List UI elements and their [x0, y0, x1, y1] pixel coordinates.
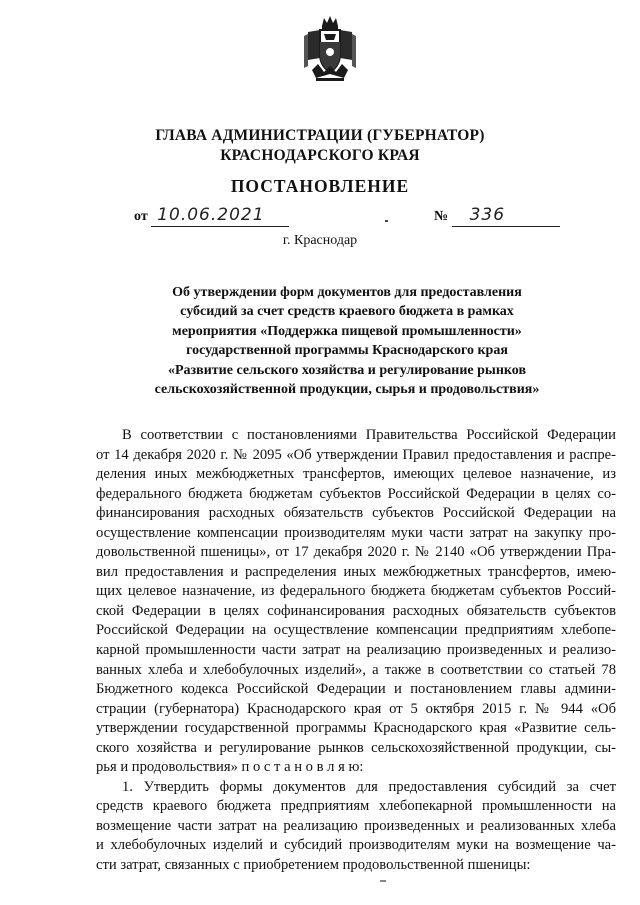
subject-line: мероприятия «Поддержка пищевой промышленности»	[172, 323, 522, 339]
body-line: возмещение части затрат на реализацию произведенных и реализованных хлеба	[96, 817, 616, 834]
body-line: от 14 декабря 2020 г. № 2095 «Об утверждении Правил предоставления и распре-	[96, 446, 616, 463]
authority-title-line2: КРАСНОДАРСКОГО КРАЯ	[220, 147, 420, 164]
number-value: 336	[469, 205, 506, 225]
body-line: ской Федерации в целях софинансирования расходных обязательств субъектов	[96, 602, 616, 619]
body-line: средств краевого бюджета предприятиям хлебопекарной промышленности на	[96, 798, 616, 815]
body-line: деления иных межбюджетных трансфертов, имеющих целевое назначение, из	[96, 466, 616, 483]
date-label: от	[134, 209, 148, 224]
body-line: страции (губернатора) Краснодарского края от 5 октября 2015 г. № 944 «Об	[96, 700, 616, 717]
body-line: ванных хлеба и хлебобулочных изделий», а также в соответствии со статьей 78	[96, 661, 616, 678]
body-line: и хлебобулочных изделий и субсидий производителям муки на возмещение ча-	[96, 837, 616, 854]
date-value: 10.06.2021	[157, 205, 265, 225]
krasnodar-coat-of-arms-icon	[298, 14, 362, 84]
body-line: Бюджетного кодекса Российской Федерации и постановлением главы админи-	[96, 681, 616, 698]
body-line: сти затрат, связанных с приобретением продовольственной пшеницы:	[96, 857, 531, 874]
number-field	[434, 206, 560, 228]
body-line: рья и продовольствия» п о с т а н о в л я ю:	[96, 759, 364, 776]
number-label: №	[434, 209, 449, 224]
body-line: щих целевое назначение, из федерального бюджета бюджетам субъектов Россий-	[96, 583, 616, 600]
subject-block	[130, 283, 564, 399]
city-name: г. Краснодар	[282, 233, 358, 248]
body-line: Российской Федерации на осуществление компенсации предприятиям хлебопе-	[96, 622, 616, 639]
body-line: федерального бюджета бюджетам субъектов Российской Федерации в целях со-	[96, 485, 616, 502]
body-line: финансирования расходных обязательств субъектов Российской Федерации на	[96, 505, 616, 522]
subject-line: сельскохозяйственной продукции, сырья и продовольствия»	[154, 382, 540, 398]
authority-title-line1: ГЛАВА АДМИНИСТРАЦИИ (ГУБЕРНАТОР)	[155, 127, 485, 144]
scan-mark	[380, 880, 386, 882]
date-field	[134, 206, 289, 228]
body-line: В соответствии с постановлениями Правительства Российской Федерации	[122, 427, 616, 443]
document-type-title: ПОСТАНОВЛЕНИЕ	[230, 176, 410, 196]
subject-line: субсидий за счет средств краевого бюджета в рамках	[180, 304, 514, 320]
body-line: ского хозяйства и регулирование рынков сельскохозяйственной продукции, сы-	[96, 739, 616, 756]
body-line: утверждении государственной программы Краснодарского края «Развитие сель-	[96, 720, 616, 737]
body-line: карной промышленности части затрат на реализацию произведенных и реализо-	[96, 642, 616, 659]
subject-line: государственной программы Краснодарского края	[186, 343, 508, 359]
body-line: осуществление компенсации производителям муки части затрат на закупку про-	[96, 524, 616, 541]
body-text	[96, 426, 616, 876]
stray-dot	[385, 220, 388, 222]
subject-line: «Развитие сельского хозяйства и регулирование рынков	[167, 362, 527, 378]
body-line: вил предоставления и распределения иных межбюджетных трансфертов, имею-	[96, 563, 616, 580]
body-line: 1. Утвердить формы документов для предоставления субсидий за счет	[122, 778, 616, 795]
body-line: довольственной пшеницы», от 17 декабря 2020 г. № 2140 «Об утверждении Пра-	[96, 544, 616, 561]
subject-line: Об утверждении форм документов для предоставления	[172, 285, 522, 300]
